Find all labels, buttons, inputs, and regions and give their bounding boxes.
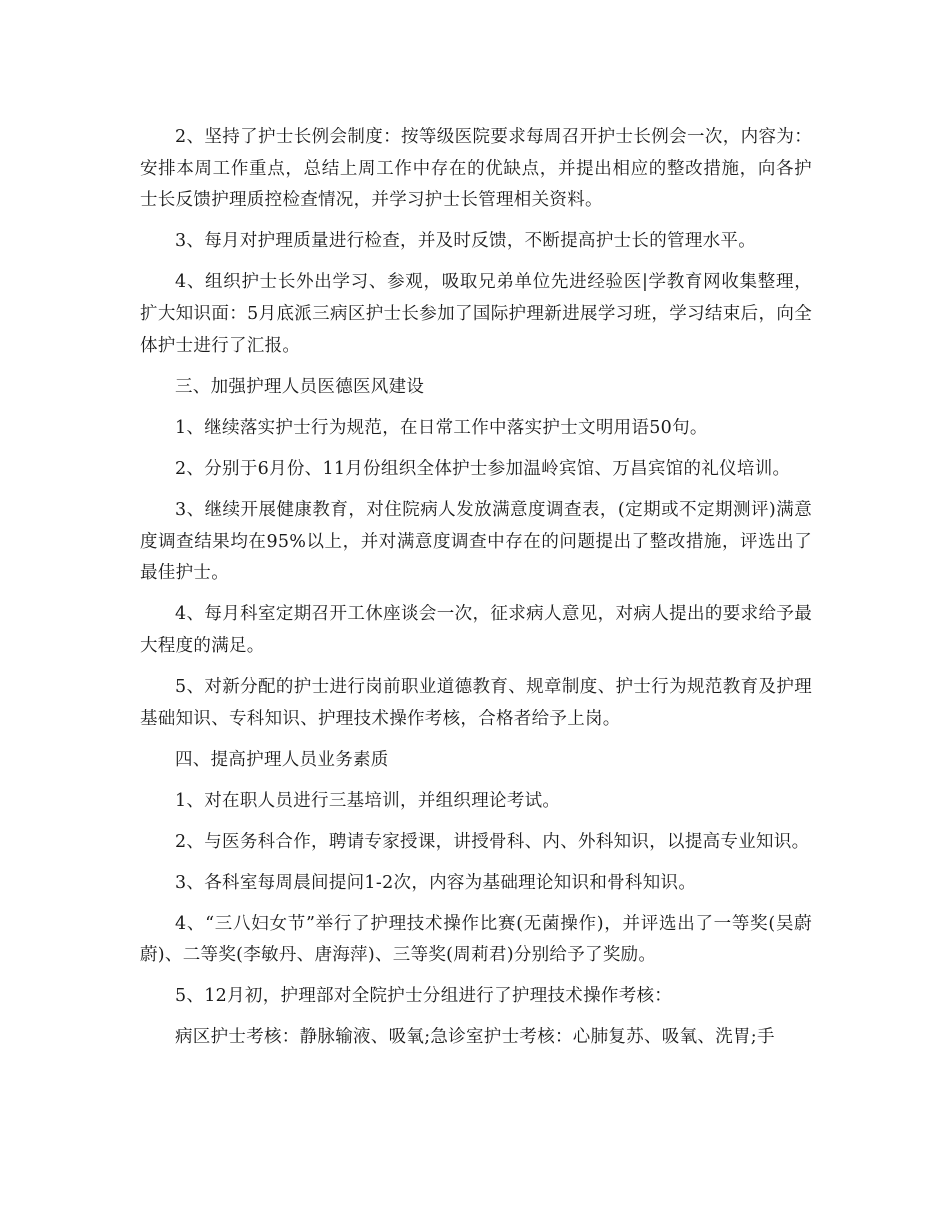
paragraph: 4、“三八妇女节”举行了护理技术操作比赛(无菌操作)，并评选出了一等奖(吴蔚蔚)、二等奖(李敏丹、唐海萍)、三等奖(周莉君)分别给予了奖励。 bbox=[140, 913, 812, 966]
paragraph: 5、12月初，护理部对全院护士分组进行了护理技术操作考核： bbox=[175, 986, 673, 1007]
paragraph: 2、坚持了护士长例会制度：按等级医院要求每周召开护士长例会一次，内容为：安排本周工作重点，总结上周工作中存在的优缺点，并提出相应的整改措施，向各护士长反馈护理质控检查情况，并学习护士长管理相关资料。 bbox=[140, 127, 812, 211]
section-heading: 四、提高护理人员业务素质 bbox=[175, 749, 389, 770]
paragraph: 2、分别于6月份、11月份组织全体护士参加温岭宾馆、万昌宾馆的礼仪培训。 bbox=[175, 458, 791, 479]
document-body bbox=[140, 122, 812, 1054]
paragraph: 3、继续开展健康教育，对住院病人发放满意度调查表，(定期或不定期测评)满意度调查结果均在95%以上，并对满意度调查中存在的问题提出了整改措施，评选出了最佳护士。 bbox=[140, 499, 812, 584]
paragraph: 3、每月对护理质量进行检查，并及时反馈，不断提高护士长的管理水平。 bbox=[175, 231, 757, 252]
paragraph: 1、继续落实护士行为规范，在日常工作中落实护士文明用语50句。 bbox=[175, 417, 708, 438]
paragraph: 5、对新分配的护士进行岗前职业道德教育、规章制度、护士行为规范教育及护理基础知识、专科知识、护理技术操作考核，合格者给予上岗。 bbox=[140, 676, 812, 729]
paragraph: 病区护士考核：静脉输液、吸氧;急诊室护士考核：心肺复苏、吸氧、洗胃;手 bbox=[175, 1027, 775, 1048]
paragraph: 1、对在职人员进行三基培训，并组织理论考试。 bbox=[175, 790, 561, 811]
section-heading: 三、加强护理人员医德医风建设 bbox=[175, 376, 425, 397]
paragraph: 4、每月科室定期召开工休座谈会一次，征求病人意见，对病人提出的要求给予最大程度的满足。 bbox=[140, 604, 812, 656]
paragraph: 2、与医务科合作，聘请专家授课，讲授骨科、内、外科知识，以提高专业知识。 bbox=[175, 831, 810, 852]
paragraph: 3、各科室每周晨间提问1-2次，内容为基础理论知识和骨科知识。 bbox=[175, 872, 697, 893]
paragraph: 4、组织护士长外出学习、参观，吸取兄弟单位先进经验医|学教育网收集整理，扩大知识面：5月底派三病区护士长参加了国际护理新进展学习班，学习结束后，向全体护士进行了汇报。 bbox=[140, 272, 812, 356]
